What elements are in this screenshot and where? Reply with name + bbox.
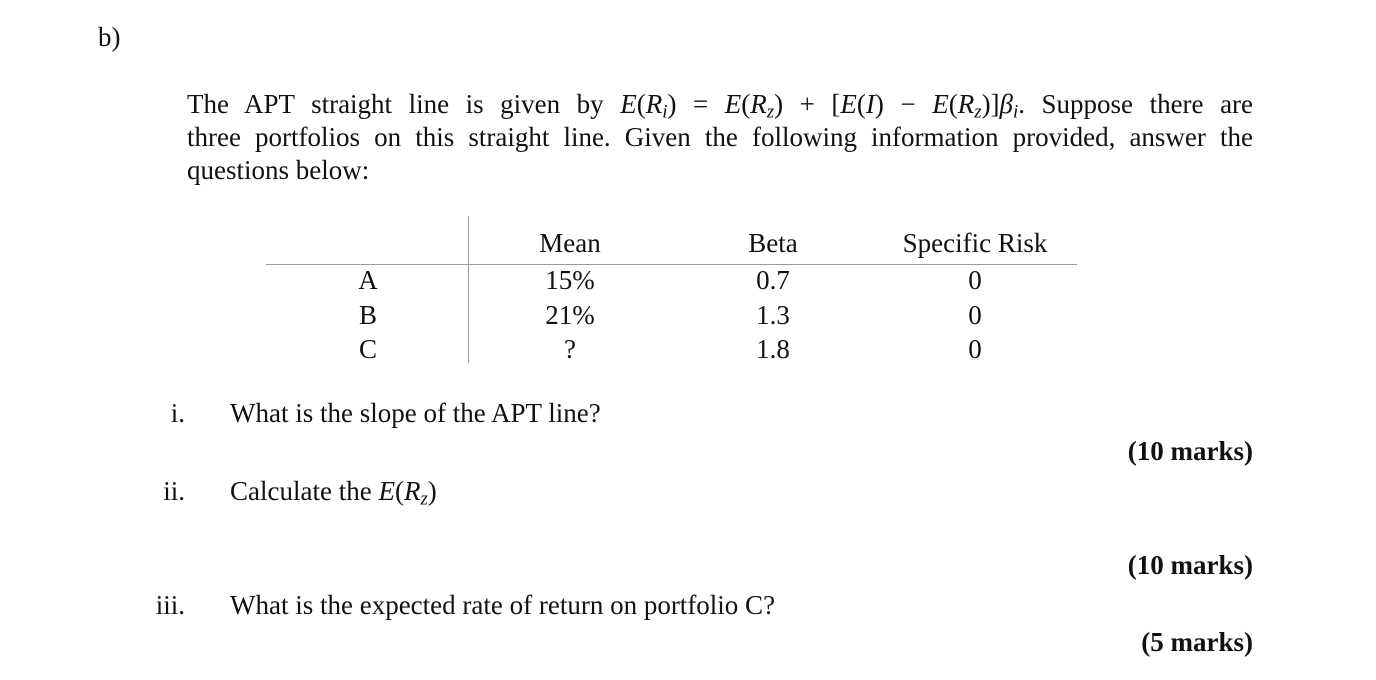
question-marks: (5 marks) bbox=[1141, 627, 1253, 657]
intro-line-1-start: The APT straight line is given by bbox=[187, 89, 604, 119]
section-label: b) bbox=[98, 22, 121, 52]
table-cell-beta: 0.7 bbox=[756, 265, 790, 295]
table-row-label: C bbox=[358, 334, 377, 364]
table-header-mean: Mean bbox=[539, 228, 601, 258]
table-cell-specific-risk: 0 bbox=[968, 334, 982, 364]
intro-line-1 bbox=[187, 88, 1253, 121]
question-intro bbox=[187, 88, 1253, 187]
question-text: What is the slope of the APT line? bbox=[230, 398, 601, 428]
expected-return-zero-beta-formula: $E(R_z)$ bbox=[378, 476, 437, 510]
table-row-label: A bbox=[358, 265, 378, 295]
question-number: iii. bbox=[155, 590, 185, 620]
question-marks: (10 marks) bbox=[1127, 550, 1253, 580]
table-row-label: B bbox=[358, 300, 377, 330]
table-cell-beta: 1.8 bbox=[756, 334, 790, 364]
intro-line-3: questions below: bbox=[187, 155, 370, 185]
apt-equation: $E(R_i) = E(R_z) + [E(I) - E(R_z)]\beta_i$ bbox=[620, 89, 1019, 123]
question-number: i. bbox=[170, 398, 185, 428]
intro-line-1-end: . Suppose there are bbox=[1018, 89, 1254, 119]
intro-line-2: three portfolios on this straight line. Given the following information provided, answer the bbox=[187, 122, 1253, 152]
table-header-beta: Beta bbox=[748, 228, 798, 258]
question-text: What is the expected rate of return on portfolio C? bbox=[230, 590, 776, 620]
question-marks: (10 marks) bbox=[1127, 436, 1253, 466]
table-cell-mean: 21% bbox=[545, 300, 595, 330]
table-header-specific-risk: Specific Risk bbox=[902, 228, 1048, 258]
table-cell-specific-risk: 0 bbox=[968, 265, 982, 295]
question-text-prefix: Calculate the bbox=[230, 476, 372, 506]
table-cell-specific-risk: 0 bbox=[968, 300, 982, 330]
table-cell-beta: 1.3 bbox=[756, 300, 790, 330]
table-cell-mean: ? bbox=[564, 334, 576, 364]
table-cell-mean: 15% bbox=[545, 265, 595, 295]
question-number: ii. bbox=[163, 476, 185, 506]
table-vertical-rule bbox=[468, 216, 469, 363]
question-text bbox=[230, 476, 437, 510]
